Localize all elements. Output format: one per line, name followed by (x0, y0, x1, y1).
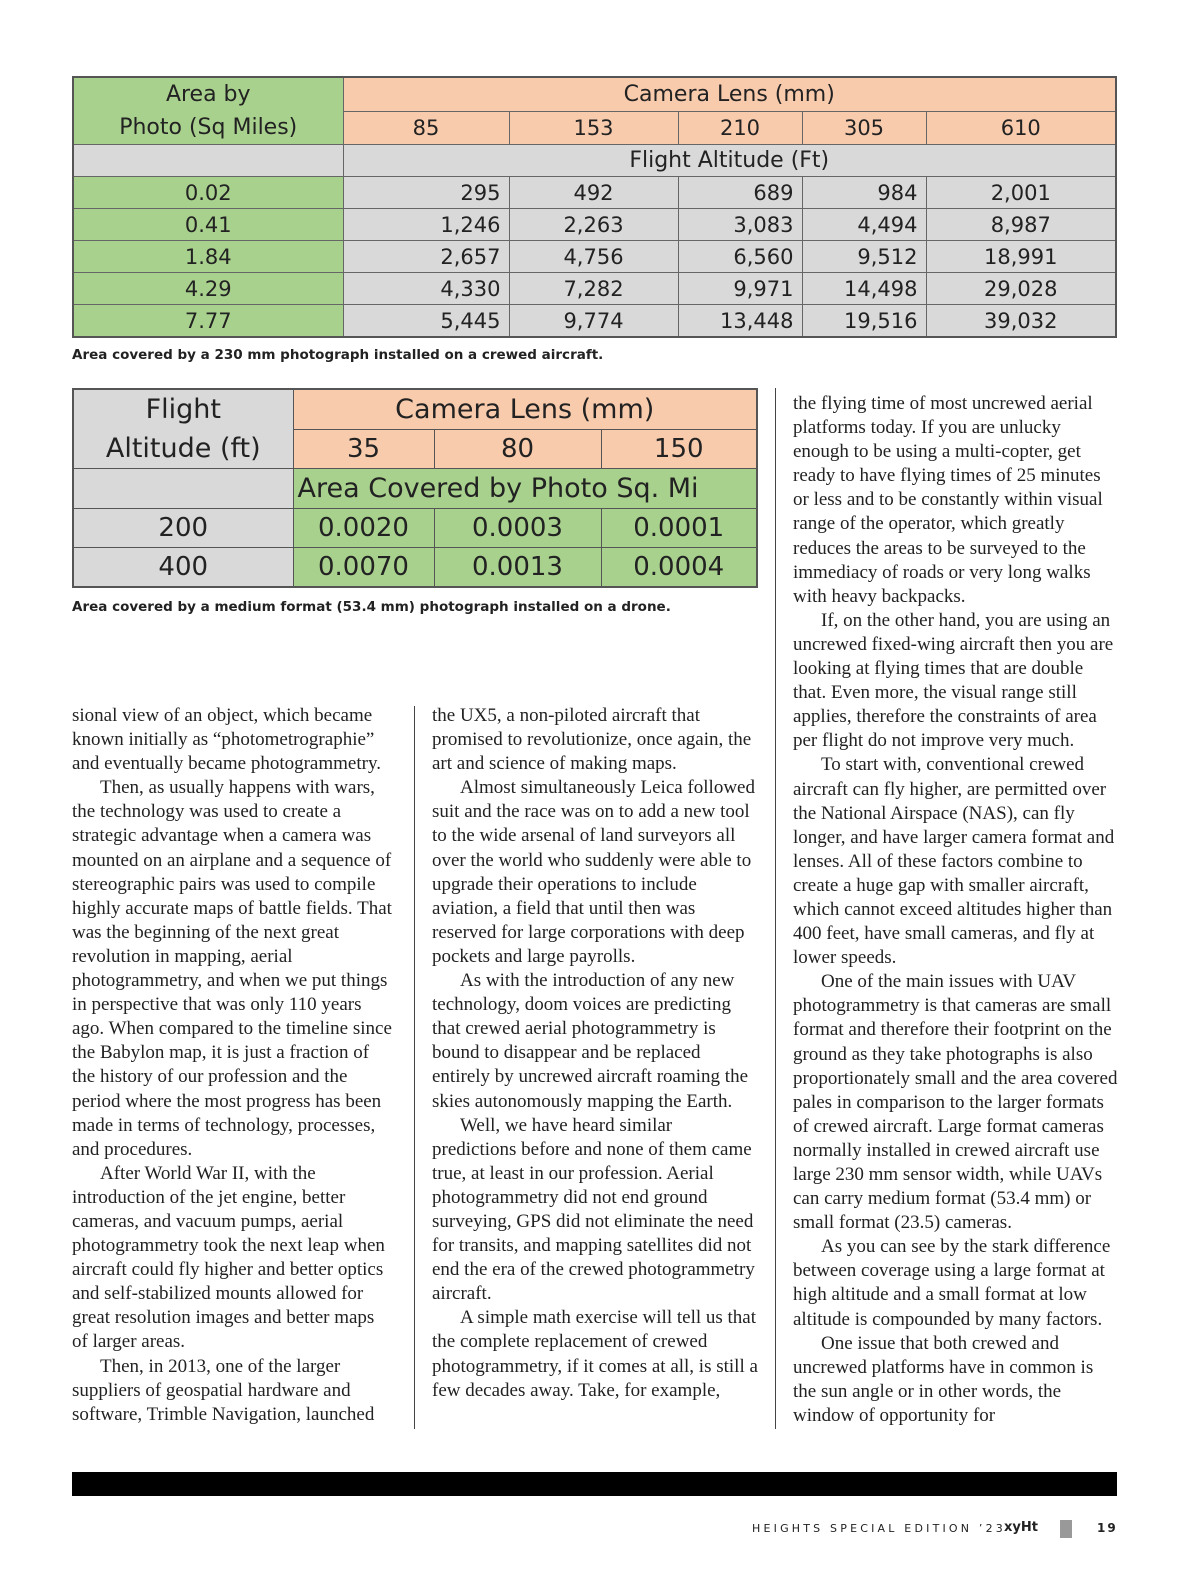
table1-area-cell: 4.29 (73, 273, 343, 305)
paragraph: As with the introduction of any new technology, doom voices are predicting that crewed aerial photogrammetry is bound to disappear and be replaced entirely by uncrewed aircraft roaming the skies autonomously mapping the Earth. (432, 970, 748, 1112)
table2-cell: 0.0004 (601, 548, 757, 588)
table1-cell: 2,657 (343, 241, 509, 273)
table1-lens-85: 85 (343, 111, 509, 145)
table2-lens-header: Camera Lens (mm) (293, 389, 757, 429)
table1-corner-line2: Photo (Sq Miles) (119, 115, 298, 140)
table-row (73, 177, 1116, 209)
footer-edition: HEIGHTS SPECIAL EDITION ’23 (752, 1522, 1007, 1535)
table1-cell: 4,756 (509, 241, 678, 273)
article-column-right (793, 392, 1120, 1428)
paragraph: Well, we have heard similar predictions before and none of them came true, at least in our profession. Aerial photogrammetry did not end ground surveying, GPS did not eliminate the need for transits, and mapping satellites did not end the era of the crewed photogrammetry aircraft. (432, 1114, 755, 1305)
table-row (73, 548, 757, 588)
paragraph: One of the main issues with UAV photogrammetry is that cameras are small format and therefore their footprint on the ground as they take photographs is also proportionately small and the area covered pales in comparison to the larger formats of crewed aircraft. Large format cameras normally installed in crewed aircraft use large 230 mm sensor width, while UAVs can carry medium format (53.4 mm) or small format (23.5) cameras. (793, 971, 1118, 1234)
table1-blank-cell (73, 145, 343, 177)
drone-coverage-table (72, 388, 758, 588)
table2-area-header: Area Covered by Photo Sq. Mi (293, 469, 757, 509)
table2-cell: 0.0020 (293, 509, 434, 548)
table1-lens-153: 153 (509, 111, 678, 145)
table1-cell: 984 (802, 177, 926, 209)
paragraph: the flying time of most uncrewed aerial platforms today. If you are unlucky enough to be using a multi-copter, get ready to have flying times of 25 minutes or less and to be constantly within visual range of the operator, which greatly reduces the areas to be surveyed to the immediacy of roads or very long walks with heavy backpacks. (793, 393, 1103, 607)
paragraph: the UX5, a non-piloted aircraft that promised to revolutionize, once again, the art and science of making maps. (432, 705, 752, 775)
table-row (73, 209, 1116, 241)
table-row (73, 241, 1116, 273)
table1-cell: 9,774 (509, 305, 678, 338)
paragraph: sional view of an object, which became known initially as “photometrographie” and eventually became photogrammetry. (72, 705, 381, 775)
table1-cell: 3,083 (678, 209, 802, 241)
table1-caption: Area covered by a 230 mm photograph installed on a crewed aircraft. (72, 347, 604, 363)
table1-corner-header (73, 77, 343, 145)
table1-area-cell: 0.41 (73, 209, 343, 241)
paragraph: Then, as usually happens with wars, the technology was used to create a strategic advantage when a camera was mounted on an airplane and a sequence of stereographic pairs was used to compile highly accurate maps of battle fields. That was the beginning of the next great revolution in mapping, aerial photogrammetry, and when we put things in perspective that was only 110 years ago. When compared to the timeline since the Babylon map, it is just a fraction of the history of our profession and the period where the most progress has been made in terms of technology, processes, and procedures. (72, 777, 392, 1160)
table1-cell: 19,516 (802, 305, 926, 338)
table1-cell: 689 (678, 177, 802, 209)
table2-cell: 0.0013 (434, 548, 601, 588)
table2-cell: 0.0001 (601, 509, 757, 548)
table1-cell: 39,032 (926, 305, 1116, 338)
table1-cell: 7,282 (509, 273, 678, 305)
paragraph: One issue that both crewed and uncrewed platforms have in common is the sun angle or in other words, the window of opportunity for (793, 1332, 1094, 1426)
table1-cell: 8,987 (926, 209, 1116, 241)
table-row (73, 305, 1116, 338)
article-column-middle (432, 704, 759, 1403)
table1-cell: 4,494 (802, 209, 926, 241)
footer-gray-block (1060, 1520, 1072, 1538)
table1-lens-header: Camera Lens (mm) (343, 77, 1116, 111)
paragraph: To start with, conventional crewed aircraft can fly higher, are permitted over the National Airspace (NAS), can fly longer, and have larger camera format and lenses. All of these factors combine to create a huge gap with smaller aircraft, which cannot exceed altitudes higher than 400 feet, have small cameras, and fly at lower speeds. (793, 754, 1115, 969)
table2-altitude-cell: 400 (73, 548, 293, 588)
table1-cell: 9,512 (802, 241, 926, 273)
table2-cell: 0.0003 (434, 509, 601, 548)
paragraph: A simple math exercise will tell us that the complete replacement of crewed photogrammetry, if it comes at all, is still a few decades away. Take, for example, (432, 1307, 758, 1401)
footer-page-number: 19 (1097, 1521, 1118, 1535)
article-column-left (72, 704, 394, 1427)
table1-lens-210: 210 (678, 111, 802, 145)
table1-cell: 29,028 (926, 273, 1116, 305)
table2-corner-line2: Altitude (ft) (105, 433, 261, 464)
footer-brand-logo: xyHt (1004, 1520, 1038, 1535)
table1-area-cell: 1.84 (73, 241, 343, 273)
table1-lens-305: 305 (802, 111, 926, 145)
paragraph: Then, in 2013, one of the larger suppliers of geospatial hardware and software, Trimble Navigation, launched (72, 1355, 375, 1425)
table2-cell: 0.0070 (293, 548, 434, 588)
table1-area-cell: 7.77 (73, 305, 343, 338)
table1-cell: 5,445 (343, 305, 509, 338)
paragraph: Almost simultaneously Leica followed suit and the race was on to add a new tool to the wide arsenal of land surveyors all over the world who suddenly were able to upgrade their operations to include aviation, a field that until then was reserved for large corporations with deep pockets and large payrolls. (432, 777, 755, 967)
table1-area-cell: 0.02 (73, 177, 343, 209)
table-row (73, 273, 1116, 305)
table1-cell: 2,263 (509, 209, 678, 241)
column-divider (414, 706, 415, 1429)
table2-lens-35: 35 (293, 429, 434, 469)
table1-altitude-header: Flight Altitude (Ft) (343, 145, 1116, 177)
paragraph: If, on the other hand, you are using an uncrewed fixed-wing aircraft then you are looking at flying times that are double that. Even more, the visual range still applies, therefore the constraints of area per flight do not improve very much. (793, 609, 1114, 752)
table-row (73, 509, 757, 548)
table1-cell: 13,448 (678, 305, 802, 338)
table2-lens-150: 150 (601, 429, 757, 469)
table1-cell: 6,560 (678, 241, 802, 273)
table1-cell: 1,246 (343, 209, 509, 241)
table1-cell: 2,001 (926, 177, 1116, 209)
table2-altitude-cell: 200 (73, 509, 293, 548)
table1-cell: 9,971 (678, 273, 802, 305)
table1-lens-610: 610 (926, 111, 1116, 145)
table2-blank-cell (73, 469, 293, 509)
table1-cell: 492 (509, 177, 678, 209)
table2-lens-80: 80 (434, 429, 601, 469)
crewed-coverage-table (72, 76, 1117, 338)
table1-cell: 4,330 (343, 273, 509, 305)
table2-corner-header (73, 389, 293, 469)
paragraph: As you can see by the stark difference between coverage using a large format at high altitude and a small format at low altitude is compounded by many factors. (793, 1236, 1111, 1330)
table1-cell: 18,991 (926, 241, 1116, 273)
column-divider (775, 388, 776, 1429)
paragraph: After World War II, with the introduction of the jet engine, better cameras, and vacuum pumps, aerial photogrammetry took the next leap when aircraft could fly higher and better optics and self-stabilized mounts allowed for great resolution images and better maps of larger areas. (72, 1162, 385, 1353)
table1-cell: 295 (343, 177, 509, 209)
table1-cell: 14,498 (802, 273, 926, 305)
table2-caption: Area covered by a medium format (53.4 mm) photograph installed on a drone. (72, 599, 671, 615)
footer-black-bar (72, 1472, 1117, 1496)
table2-corner-line1: Flight (145, 394, 221, 425)
table1-corner-line1: Area by (165, 82, 251, 107)
